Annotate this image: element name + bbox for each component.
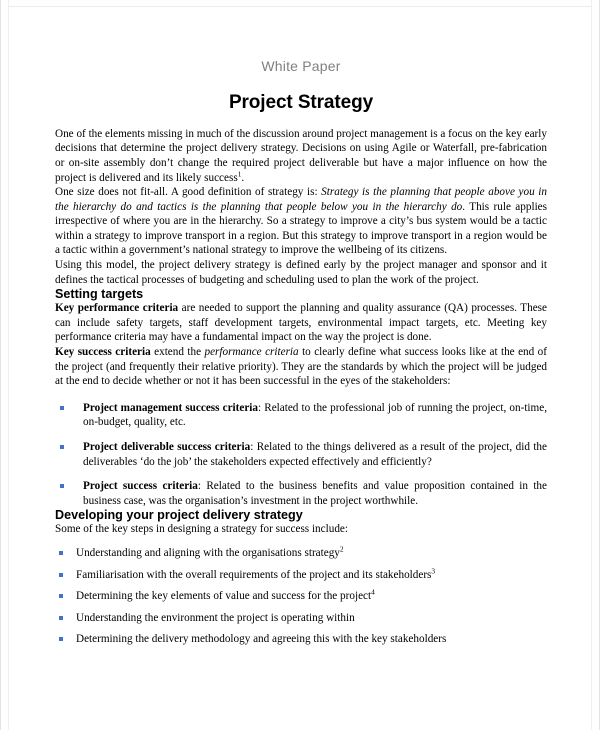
- list-item: [55, 589, 547, 604]
- list-item: [55, 632, 547, 647]
- footnote-marker-1: 1: [237, 168, 242, 178]
- key-success-criteria-lead: Key success criteria: [55, 346, 151, 359]
- page-title: Project Strategy: [228, 92, 374, 113]
- footnote-marker-3: 3: [431, 565, 436, 575]
- intro-paragraph-1-text: One of the elements missing in much of the discussion around project management is a focus on the key early decisions that determine the project delivery strategy. Decisions on using Agile or Waterfall, pre-fabrication or on-site assembly don’t change the required project deliverable but have a major influence on how the project is delivered and its likely success: [55, 127, 547, 184]
- list-item: [55, 611, 547, 626]
- key-performance-criteria-rest: are needed to support the planning and quality assurance (QA) processes. These can include safety targets, staff development targets, environmental impact targets, etc. Meeting key performance criteria may have a fundamental impact on the way the project is done.: [55, 302, 547, 344]
- step-text: Understanding the environment the project is operating within: [76, 611, 355, 624]
- page-right-rule: [591, 0, 592, 730]
- square-bullet-icon: [59, 551, 63, 555]
- document-content: [55, 0, 547, 647]
- list-item: [55, 479, 547, 508]
- footnote-marker-2: 2: [339, 544, 344, 554]
- list-item: [55, 401, 547, 430]
- page-left-rule: [8, 0, 9, 730]
- square-bullet-icon: [59, 637, 63, 641]
- list-item: [55, 565, 547, 583]
- developing-strategy-intro: Some of the key steps in designing a strategy for success include:: [55, 523, 348, 536]
- footnote-marker-4: 4: [371, 587, 375, 597]
- step-text: Determining the key elements of value and success for the project: [76, 590, 372, 603]
- criteria-rest: : Related to the business benefits and value proposition contained in the business case, was the organisation’s investment in the project worthwhile.: [83, 480, 547, 507]
- success-criteria-list: [55, 401, 547, 509]
- key-success-criteria-paragraph: [55, 345, 547, 389]
- square-bullet-icon: [60, 406, 64, 410]
- criteria-rest: : Related to the professional job of running the project, on-time, on-budget, quality, etc.: [83, 401, 547, 429]
- key-success-criteria-part2: to clearly define what success looks like at the end of the project (and frequently their relative priority). They are the standards by which the project will be judged at the end to decide whether or not it has been successful in the eyes of the stakeholders:: [55, 346, 547, 388]
- list-item: [55, 546, 547, 561]
- criteria-lead: Project success criteria: [83, 480, 198, 493]
- intro-paragraph-1: [55, 127, 547, 185]
- square-bullet-icon: [59, 616, 63, 620]
- performance-criteria-italic: performance criteria: [204, 346, 299, 359]
- key-success-criteria-part1: extend the: [150, 346, 205, 359]
- intro-paragraph-3: Using this model, the project delivery strategy is defined early by the project manager and sponsor and it defines the tactical processes of budgeting and scheduling used to plan the work of the project.: [55, 259, 547, 286]
- criteria-lead: Project management success criteria: [83, 401, 259, 414]
- list-item: [55, 440, 547, 469]
- strategy-definition-quote: Strategy is the planning that people above you in the hierarchy do and tactics is the planning that people below you in the hierarchy do: [55, 186, 547, 213]
- section-heading-developing-strategy: Developing your project delivery strategy: [55, 508, 303, 523]
- step-text: Understanding and aligning with the organisations strategy: [76, 546, 340, 559]
- step-text: Determining the delivery methodology and agreeing this with the key stakeholders: [76, 633, 447, 646]
- square-bullet-icon: [60, 484, 64, 488]
- step-text: Familiarisation with the overall requirements of the project and its stakeholders: [76, 568, 432, 581]
- key-steps-list: [55, 546, 547, 647]
- section-heading-setting-targets: Setting targets: [55, 287, 144, 302]
- intro-paragraph-2: [55, 185, 547, 258]
- square-bullet-icon: [59, 594, 63, 598]
- intro-paragraph-2-tail: . This rule applies irrespective of where you are in the hierarchy. So a strategy to improve a city’s bus system would be a tactic within a strategy to improve transport in a region. But this strategy to improve transport in a region would be a tactic within a government’s national strategy to improve the wellbeing of its citizens.: [55, 200, 547, 257]
- key-performance-criteria-lead: Key performance criteria: [55, 302, 179, 315]
- key-performance-criteria-paragraph: [55, 301, 547, 345]
- intro-paragraph-1-tail: .: [241, 171, 245, 184]
- document-kicker: White Paper: [261, 58, 341, 74]
- criteria-lead: Project deliverable success criteria: [83, 441, 251, 453]
- square-bullet-icon: [59, 573, 63, 577]
- criteria-rest: : Related to the things delivered as a result of the project, did the deliverables ‘do the job’ the stakeholders expected effectively and efficiently?: [83, 441, 547, 468]
- square-bullet-icon: [60, 445, 64, 449]
- intro-paragraph-2-lead: One size does not fit-all. A good definition of strategy is:: [55, 186, 322, 199]
